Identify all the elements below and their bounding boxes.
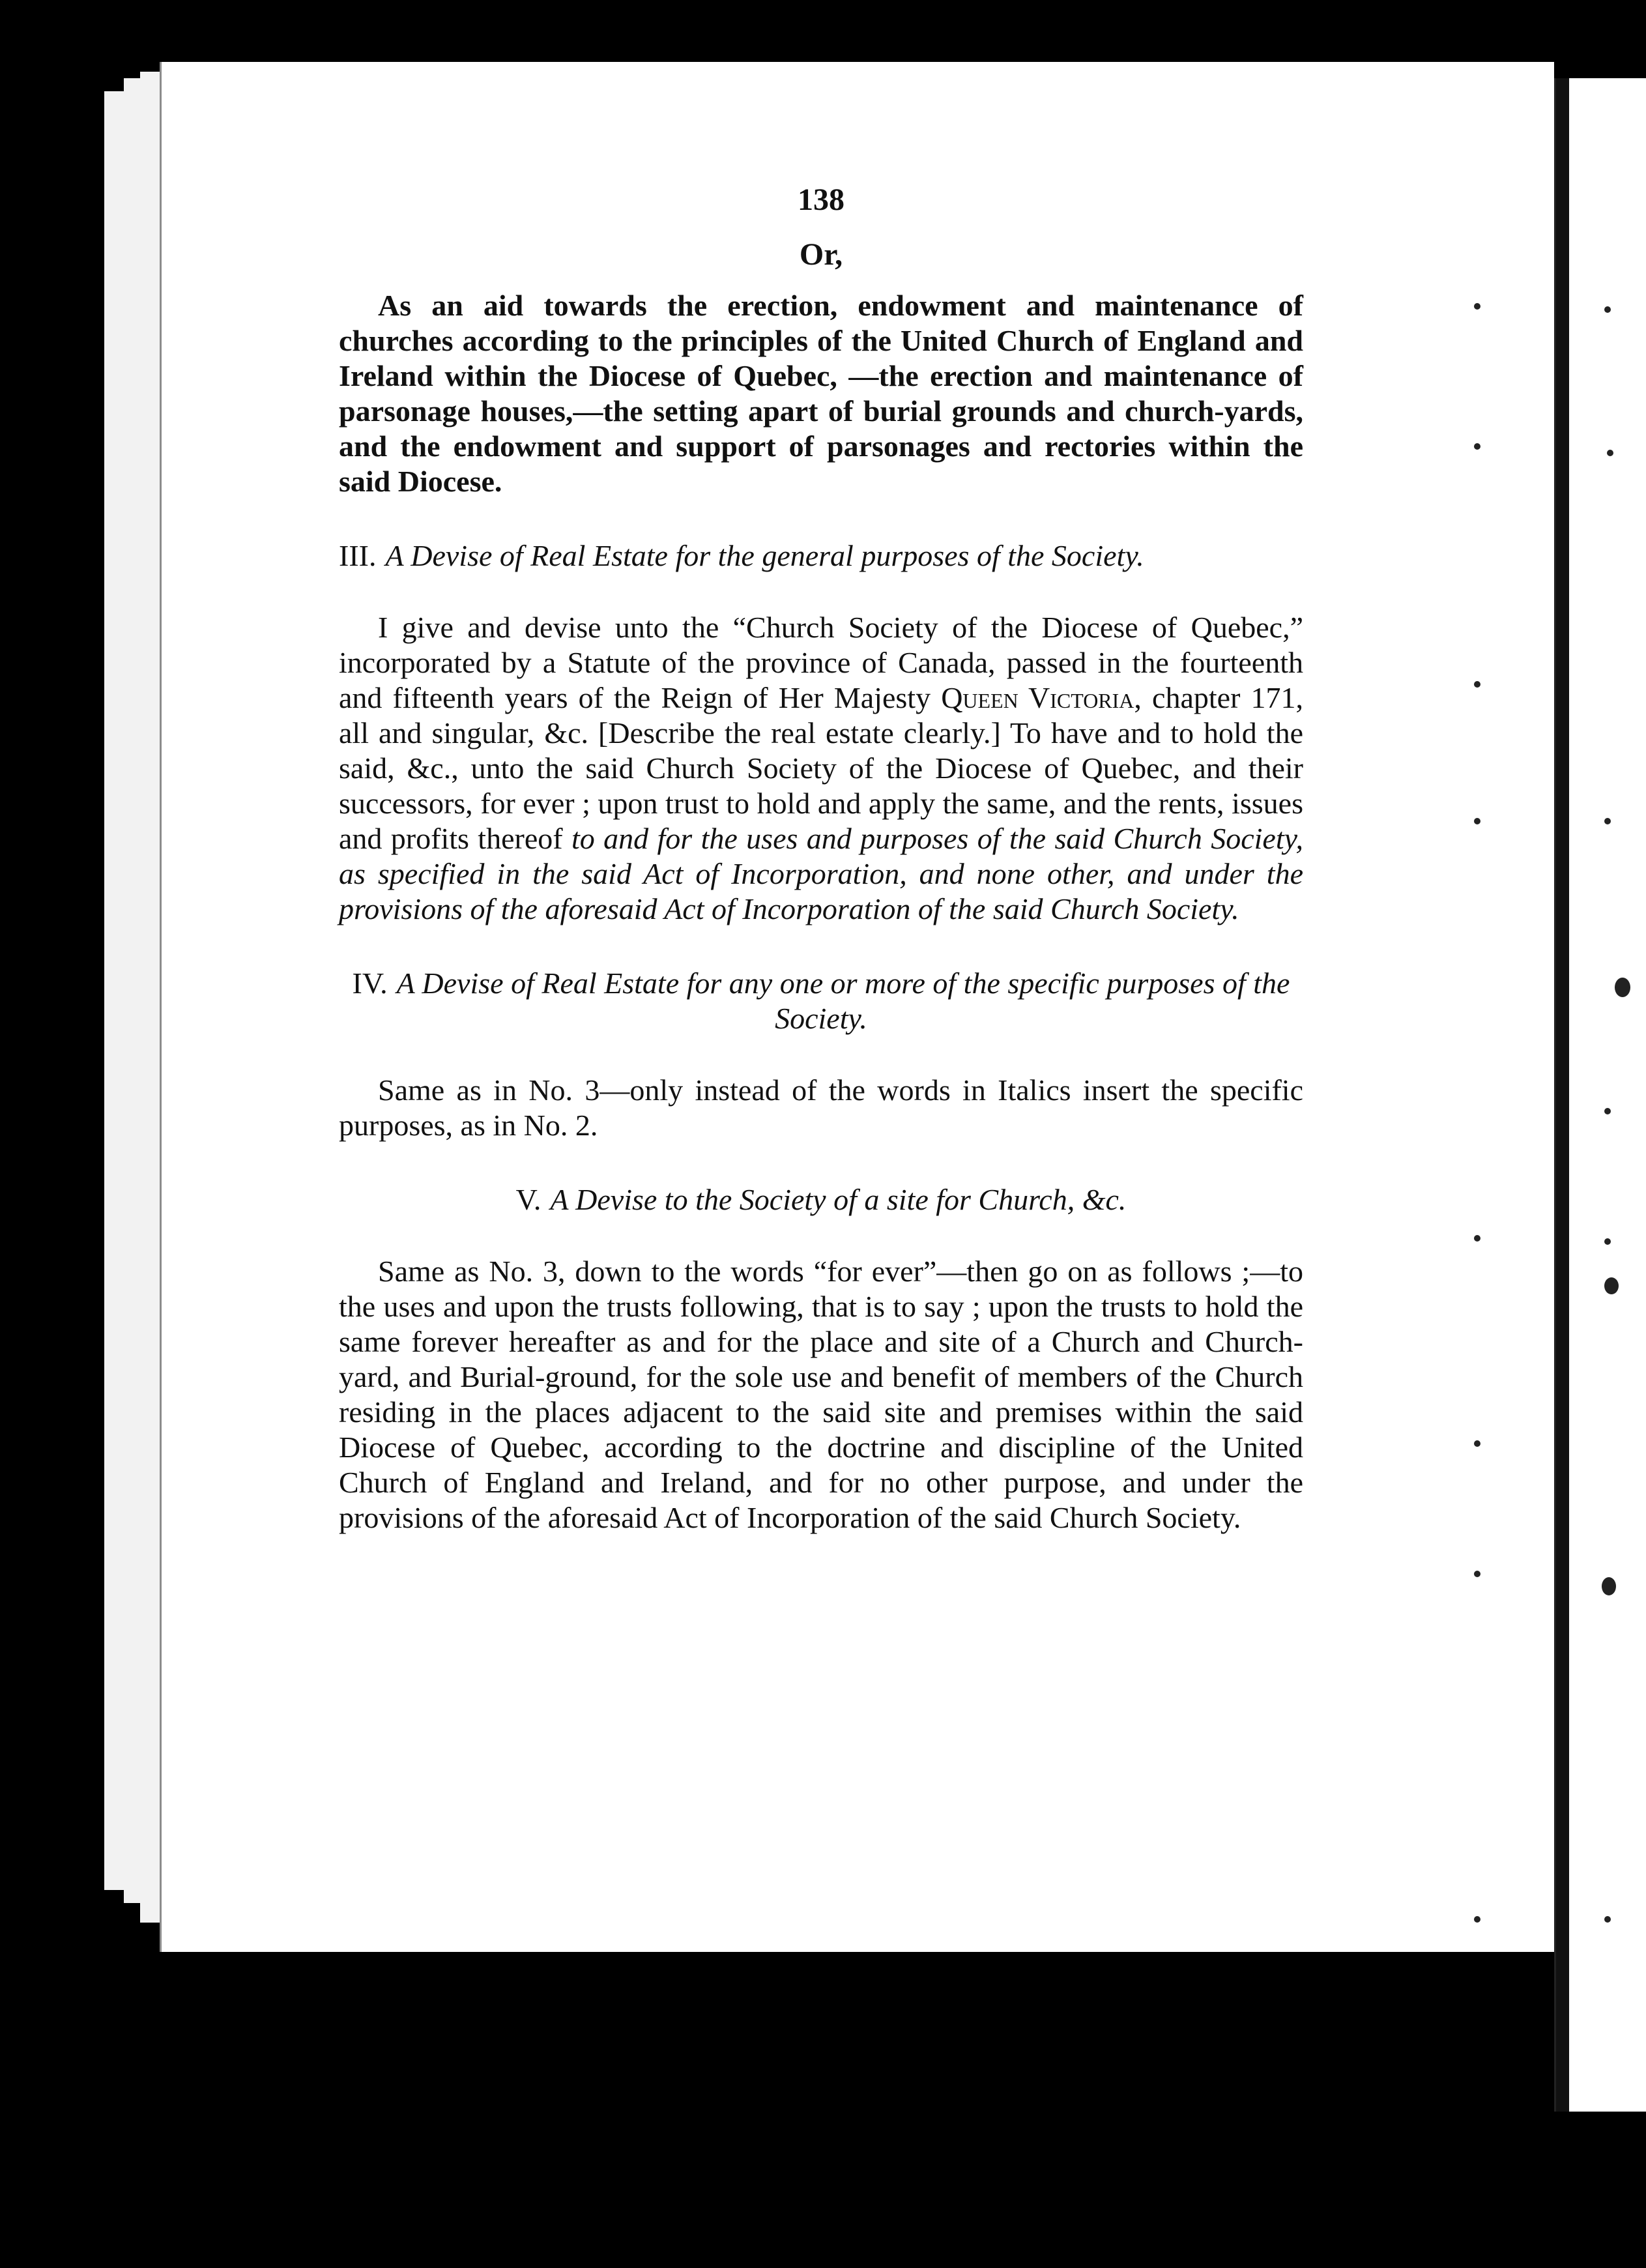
section-5-title: A Devise to the Society of a site for Church, &c. <box>550 1183 1127 1216</box>
page-number: 138 <box>798 182 845 217</box>
section-5-body: Same as No. 3, down to the words “for ever”—then go on as follows ;—to the uses and upon the trusts following, that is to say ; upon the trusts to hold the same forever hereafter as and for the place and site of a Church and Church-yard, and Burial-ground, for the sole use and benefit of members of the Church residing in the places adjacent to the said site and premises within the said Diocese of Quebec, according to the doctrine and discipline of the United Church of England and Ireland, and for no other purpose, and under the provisions of the aforesaid Act of Incorporation of the said Church Society. <box>339 1255 1303 1534</box>
section-3-title: A Devise of Real Estate for the general purposes of the Society. <box>385 539 1144 572</box>
section-3-body <box>339 610 1303 927</box>
section-4-number: IV. <box>352 967 388 1000</box>
or-label: Or, <box>799 237 843 272</box>
section-5-heading <box>339 1182 1303 1217</box>
section-4-body: Same as in No. 3—only instead of the words in Italics insert the specific purposes, as in No. 2. <box>339 1073 1303 1142</box>
section-4-heading <box>339 966 1303 1036</box>
page-text <box>339 182 1303 1535</box>
scan-bottom-border <box>0 2112 1646 2268</box>
intro-paragraph: As an aid towards the erection, endowment and maintenance of churches according to the principles of the United Church of England and Ireland within the Diocese of Quebec, —the erection and maintenance of parsonage houses,—the setting apart of burial grounds and church-yards, and the endowment and support of parsonages and rectories within the said Diocese. <box>339 289 1303 498</box>
section-5-number: V. <box>515 1183 541 1216</box>
section-3-heading <box>339 538 1303 574</box>
section-3-body-middle: , chapter 171, all and singular, &c. [Describe the real estate clearly.] To have and to hold the said, &c., unto the said Church Society of the Diocese of Quebec, and their successors, for ever ; upon trust to hold and apply the same, and the rents, issues and profits thereof <box>339 681 1304 855</box>
section-3-body-start: I give and devise unto the “Church Society of the Diocese of Quebec,” incorporated by a Statute of the province of Canada, passed in the fourteenth and fifteenth years of the Reign of Her Majesty <box>339 611 1303 714</box>
section-4-title: A Devise of Real Estate for any one or more of the specific purposes of the Society. <box>396 967 1290 1035</box>
section-3-body-italic: to and for the uses and purposes of the said Church Society, as specified in the said Act of Incorporation, and none other, and under the provisions of the aforesaid Act of Incorporation of the said Church Society. <box>339 822 1303 925</box>
section-3-number: III. <box>339 539 377 572</box>
section-3-body-smallcaps: Queen Victoria <box>941 681 1134 714</box>
binding-strip <box>1554 78 1646 2268</box>
